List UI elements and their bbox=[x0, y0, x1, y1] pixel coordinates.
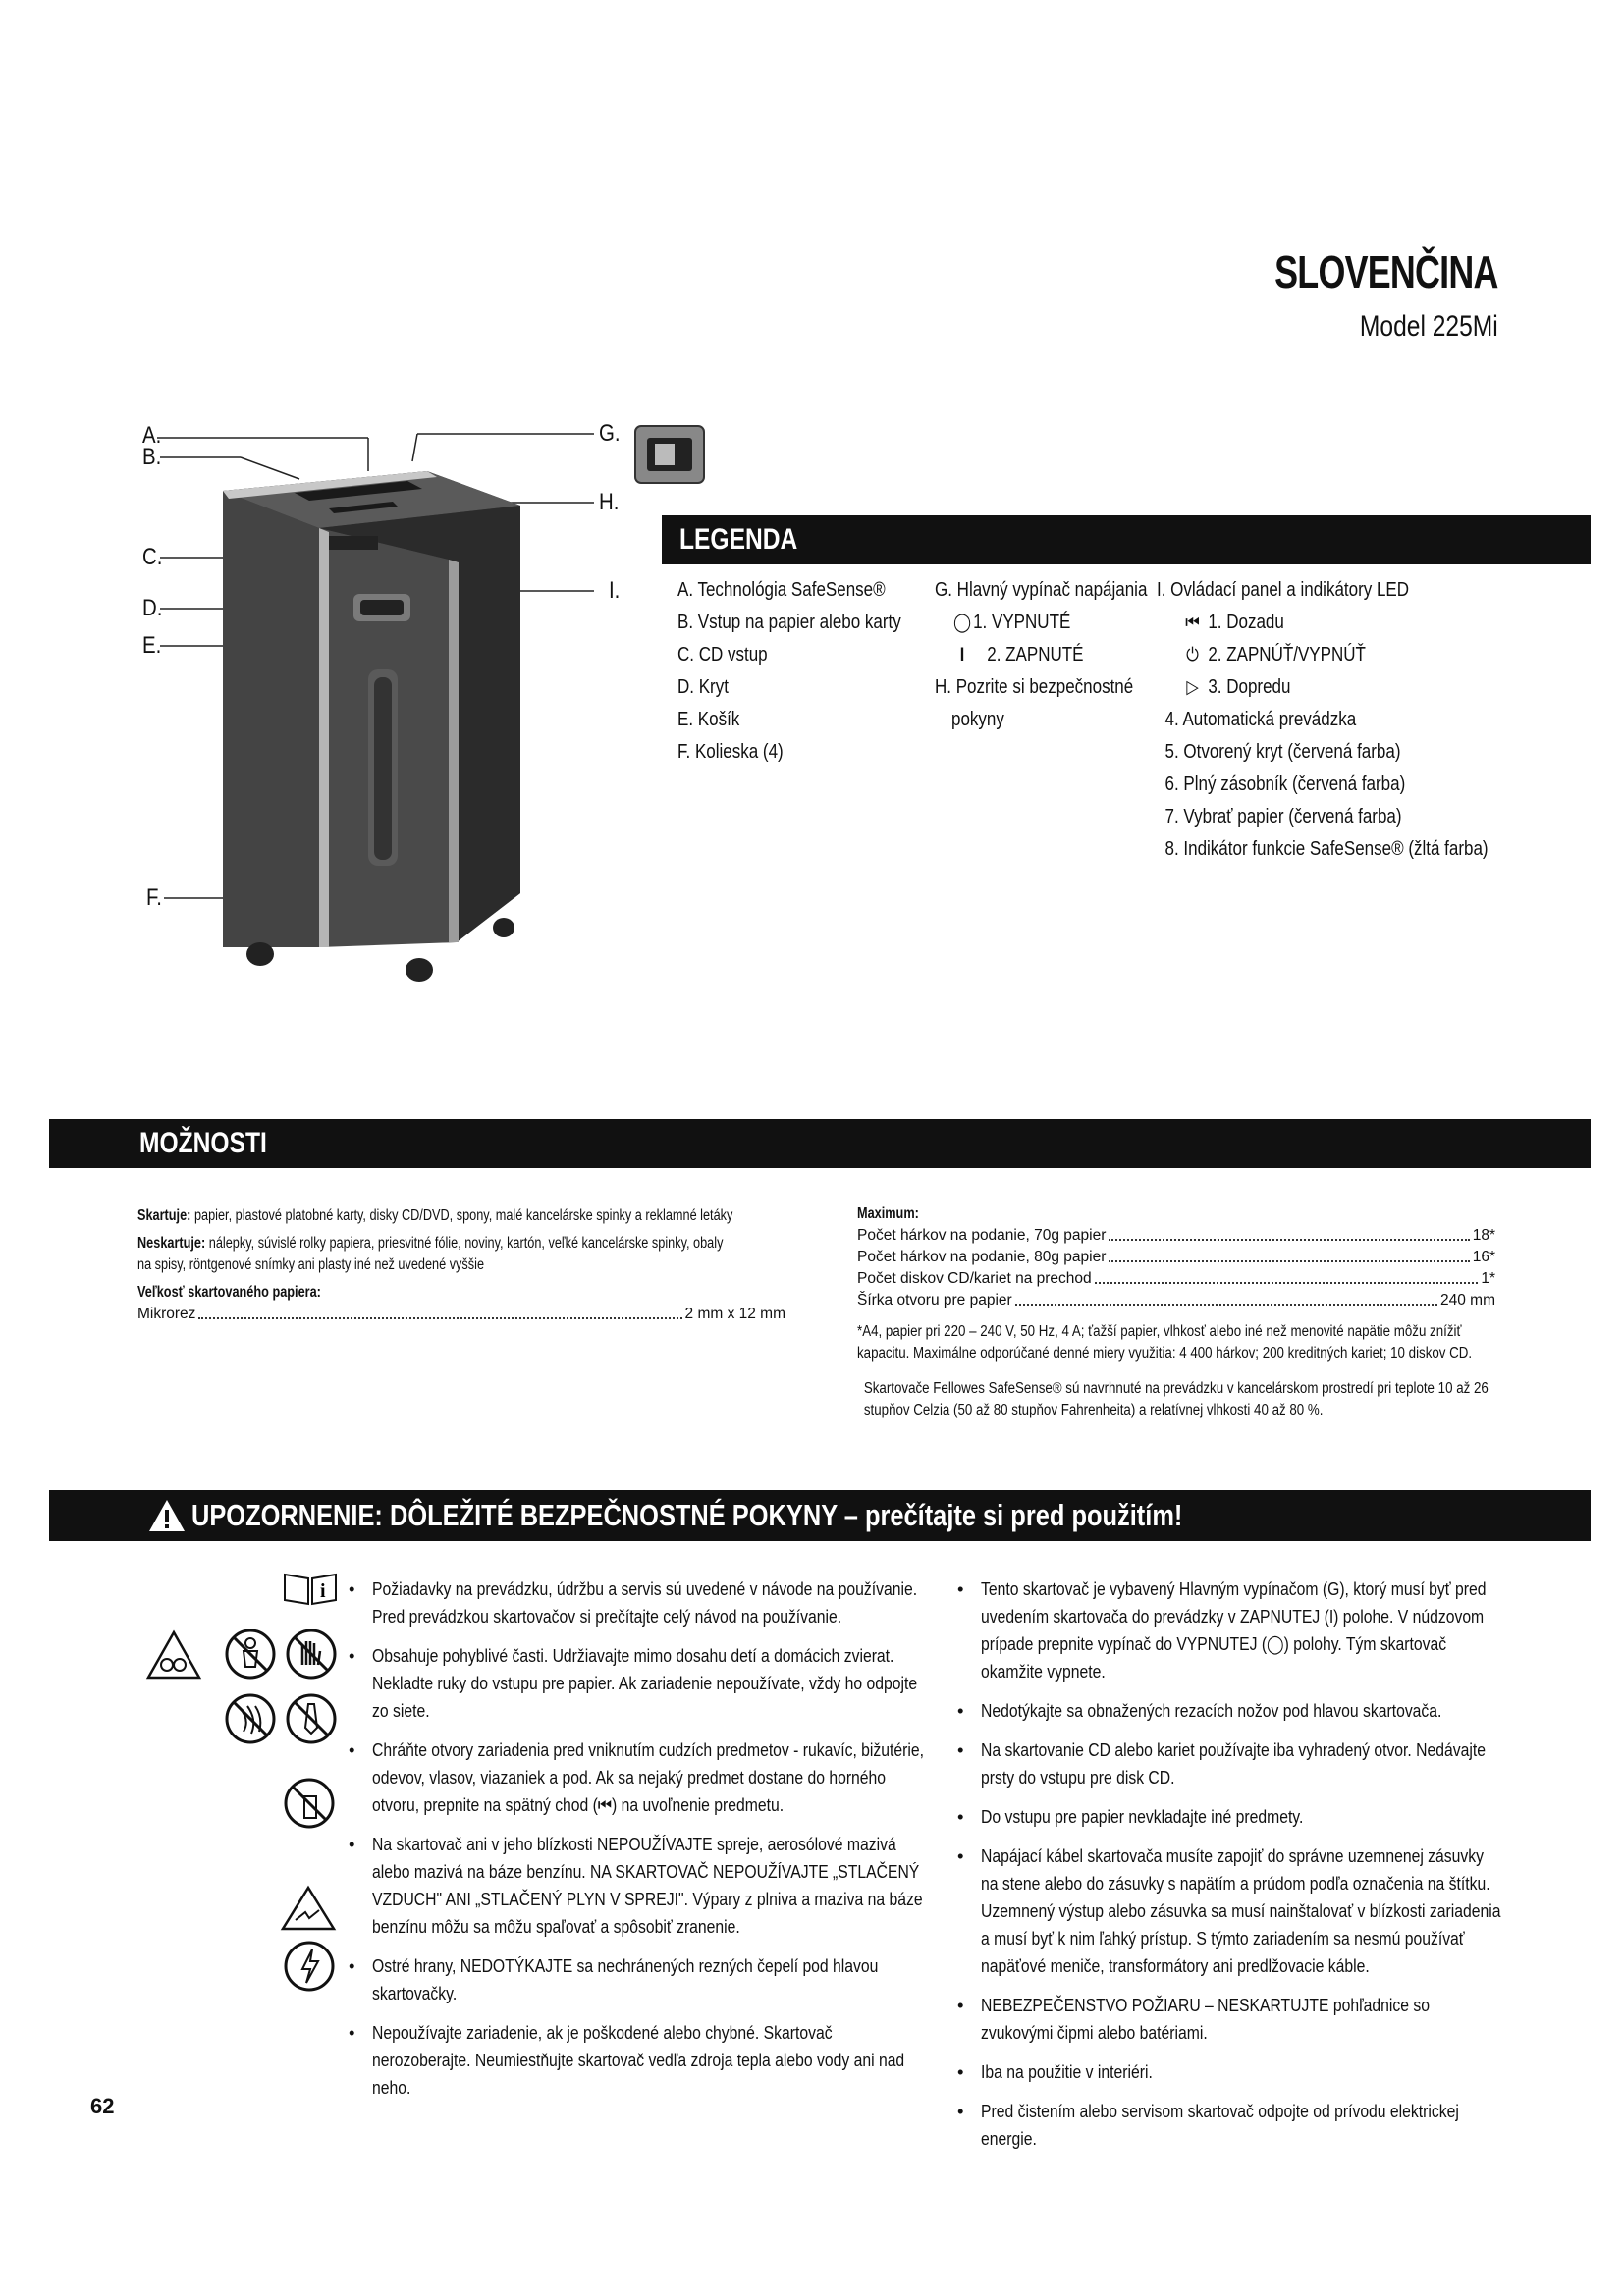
no-children-icon bbox=[224, 1628, 277, 1681]
warning-header: UPOZORNENIE: DÔLEŽITÉ BEZPEČNOSTNÉ POKYNY – prečítajte si pred použitím! bbox=[49, 1490, 1591, 1541]
legend-item: 6. Plný zásobník (červená farba) bbox=[1164, 774, 1406, 795]
legend-item: ▷ 3. Dopredu bbox=[1157, 671, 1489, 704]
legend-item: ⏻ 2. ZAPNÚŤ/VYPNÚŤ bbox=[1157, 639, 1489, 671]
legend-item: 4. Automatická prevádzka bbox=[1164, 709, 1357, 730]
warning-item: • Nepoužívajte zariadenie, ak je poškodené alebo chybné. Skartovač nerozoberajte. Neumiestňujte skartovač vedľa zdroja tepla alebo vody ani nad neho. bbox=[349, 2022, 905, 2098]
warning-right-column bbox=[957, 1575, 1507, 2164]
language-title: SLOVENČINA bbox=[1274, 246, 1498, 297]
legend-item: pokyny bbox=[951, 709, 1004, 730]
legend-item: ⏮ 1. Dozadu bbox=[1157, 607, 1489, 639]
shred-size-label: Veľkosť skartovaného papiera: bbox=[137, 1284, 321, 1301]
features-left bbox=[137, 1205, 785, 1325]
on-bar-icon: I bbox=[959, 645, 965, 666]
warning-item: • Na skartovanie CD alebo kariet používajte iba vyhradený otvor. Nedávajte prsty do vstupu pre disk CD. bbox=[957, 1739, 1486, 1788]
shred-size-row: Mikrorez 2 mm x 12 mm bbox=[137, 1306, 785, 1322]
model-title: Model 225Mi bbox=[1360, 310, 1498, 343]
warning-item: • Nedotýkajte sa obnažených rezacích nožov pod hlavou skartovača. bbox=[957, 1700, 1442, 1721]
warning-item: • NEBEZPEČENSTVO POŽIARU – NESKARTUJTE pohľadnice so zvukovými čipmi alebo batériami. bbox=[957, 1995, 1430, 2043]
max-row: Šírka otvoru pre papier 240 mm bbox=[857, 1292, 1495, 1308]
callout-c: C. bbox=[142, 544, 163, 570]
power-icon: ⏻ bbox=[1186, 645, 1199, 666]
noshred-line: Neskartuje: nálepky, súvislé rolky papiera, priesvitné fólie, noviny, kartón, veľké kancelárske spinky, obaly bbox=[137, 1235, 724, 1252]
max-row: Počet hárkov na podanie, 80g papier 16* bbox=[857, 1249, 1495, 1265]
callout-f: F. bbox=[146, 884, 162, 911]
legend-item: 7. Vybrať papier (červená farba) bbox=[1164, 806, 1402, 828]
features-header: MOŽNOSTI bbox=[49, 1119, 1591, 1168]
legend-item: A. Technológia SafeSense® bbox=[677, 579, 886, 601]
warning-triangle-icon bbox=[147, 1498, 187, 1533]
legend-item: E. Košík bbox=[677, 709, 740, 730]
callout-a: A. bbox=[142, 422, 162, 449]
maximum-label: Maximum: bbox=[857, 1205, 919, 1222]
warning-item: • Obsahuje pohyblivé časti. Udržiavajte mimo dosahu detí a domácich zvierat. Nekladte ruky do vstupu pre papier. Ak zariadenie nepoužívate, vždy ho odpojte zo siete. bbox=[349, 1645, 918, 1721]
power-switch-icon bbox=[633, 424, 706, 485]
callout-g: G. bbox=[599, 420, 621, 447]
warning-left-column bbox=[349, 1575, 928, 2113]
warning-item: • Napájací kábel skartovača musíte zapojiť do správne uzemnenej zásuvky na stene alebo do zásuvky s napätím a prúdom podľa označenia na štítku. Uzemnený výstup alebo zásuvka sa musí nainštalovať v blízkosti zariadenia a musí byť k nim ľahký prístup. S týmto zariadením sa nesmú používať napäťové meniče, transformátory ani predlžovacie káble. bbox=[957, 1845, 1501, 1976]
legend-item: I. Ovládací panel a indikátory LED bbox=[1157, 579, 1410, 601]
svg-text:i: i bbox=[320, 1580, 326, 1602]
legend-item: F. Kolieska (4) bbox=[677, 741, 784, 763]
moving-parts-icon bbox=[145, 1629, 202, 1681]
warning-item: • Pred čistením alebo servisom skartovač odpojte od prívodu elektrickej energie. bbox=[957, 2101, 1459, 2149]
warning-item: • Chráňte otvory zariadenia pred vniknutím cudzích predmetov - rukavíc, bižutérie, odevov, vlasov, viazaniek a pod. Ak sa nejaký predmet dostane do horného otvoru, prepnite na spätný chod (⏮) na uvoľnenie predmetu. bbox=[349, 1739, 924, 1815]
legend-item: H. Pozrite si bezpečnostné bbox=[935, 676, 1134, 698]
legend-item: B. Vstup na papier alebo karty bbox=[677, 612, 901, 633]
safesense-note: Skartovače Fellowes SafeSense® sú navrhnuté na prevádzku v kancelárskom prostredí pri teplote 10 až 26 stupňov Celzia (50 až 80 stupňov Fahrenheita) a relatívnej vlhkosti 40 až 80 %. bbox=[863, 1380, 1489, 1418]
legend-item: G. Hlavný vypínač napájania bbox=[935, 579, 1148, 601]
reverse-icon: ⏮ bbox=[1185, 613, 1200, 633]
features-right bbox=[857, 1203, 1495, 1421]
warning-item: • Ostré hrany, NEDOTÝKAJTE sa nechránených rezných čepelí pod hlavou skartovačky. bbox=[349, 1955, 879, 2003]
warning-item: • Iba na použitie v interiéri. bbox=[957, 2061, 1153, 2082]
shredder-illustration bbox=[133, 412, 643, 1001]
no-aerosol-icon bbox=[283, 1777, 336, 1830]
noshred-line-2: na spisy, röntgenové snímky ani plasty iné než uvedené vyššie bbox=[137, 1256, 485, 1273]
legend-item: 8. Indikátor funkcie SafeSense® (žltá farba) bbox=[1164, 838, 1489, 860]
warning-item: • Na skartovač ani v jeho blízkosti NEPOUŽÍVAJTE spreje, aerosólové mazivá alebo mazivá na báze benzínu. NA SKARTOVAČ NEPOUŽÍVAJTE „STLAČENÝ VZDUCH" ANI „STLAČENÝ PLYN V SPREJI". Výpary z plniva a maziva na báze benzínu môžu sa môžu spaľovať a spôsobiť zranenie. bbox=[349, 1834, 923, 1937]
warning-item: • Do vstupu pre papier nevkladajte iné predmety. bbox=[957, 1806, 1304, 1827]
shreds-line: Skartuje: papier, plastové platobné karty, disky CD/DVD, spony, malé kancelárske spinky a reklamné letáky bbox=[137, 1207, 733, 1224]
legend-item: ◯ 1. VYPNUTÉ bbox=[935, 607, 1147, 639]
callout-d: D. bbox=[142, 595, 163, 621]
no-hands-icon bbox=[285, 1628, 338, 1681]
callout-i: I. bbox=[609, 577, 621, 604]
capacity-footnote: *A4, papier pri 220 – 240 V, 50 Hz, 4 A; ťažší papier, vlhkosť alebo iné než menovité napätie môžu znížiť kapacitu. Maximálne odporúčané denné miery využitia: 4 400 hárkov; 200 kreditných kariet; 10 diskov CD. bbox=[857, 1323, 1473, 1362]
legend-item: 5. Otvorený kryt (červená farba) bbox=[1164, 741, 1401, 763]
legend-column-panel bbox=[1157, 574, 1546, 866]
off-circle-icon: ◯ bbox=[953, 613, 972, 633]
max-row: Počet diskov CD/kariet na prechod 1* bbox=[857, 1270, 1495, 1287]
warning-item: • Tento skartovač je vybavený Hlavným vypínačom (G), ktorý musí byť pred uvedením skartovača do prevádzky v ZAPNUTEJ (I) polohe. V núdzovom prípade prepnite vypínač do VYPNUTEJ (◯) polohy. Tým skartovač okamžite vypnete. bbox=[957, 1578, 1487, 1682]
callout-h: H. bbox=[599, 489, 620, 515]
legend-header: LEGENDA bbox=[662, 515, 1591, 564]
callout-e: E. bbox=[142, 632, 162, 659]
legend-column-parts bbox=[677, 574, 941, 769]
warning-item: • Požiadavky na prevádzku, údržbu a servis sú uvedené v návode na používanie. Pred prevádzkou skartovačov si prečítajte celý návod na používanie. bbox=[349, 1578, 918, 1627]
forward-icon: ▷ bbox=[1186, 677, 1199, 698]
legend-item: D. Kryt bbox=[677, 676, 729, 698]
electric-hazard-icon bbox=[283, 1940, 336, 1993]
sharp-edges-icon bbox=[280, 1885, 337, 1932]
no-tie-icon bbox=[285, 1692, 338, 1745]
legend-column-switch bbox=[935, 574, 1185, 736]
callout-b: B. bbox=[142, 444, 162, 470]
manual-icon bbox=[283, 1571, 338, 1606]
page-number: 62 bbox=[90, 2094, 115, 2118]
shredder-drawing bbox=[133, 412, 643, 1001]
max-row: Počet hárkov na podanie, 70g papier 18* bbox=[857, 1227, 1495, 1244]
legend-item: C. CD vstup bbox=[677, 644, 768, 666]
legend-item: I 2. ZAPNUTÉ bbox=[935, 639, 1147, 671]
no-hair-icon bbox=[224, 1692, 277, 1745]
